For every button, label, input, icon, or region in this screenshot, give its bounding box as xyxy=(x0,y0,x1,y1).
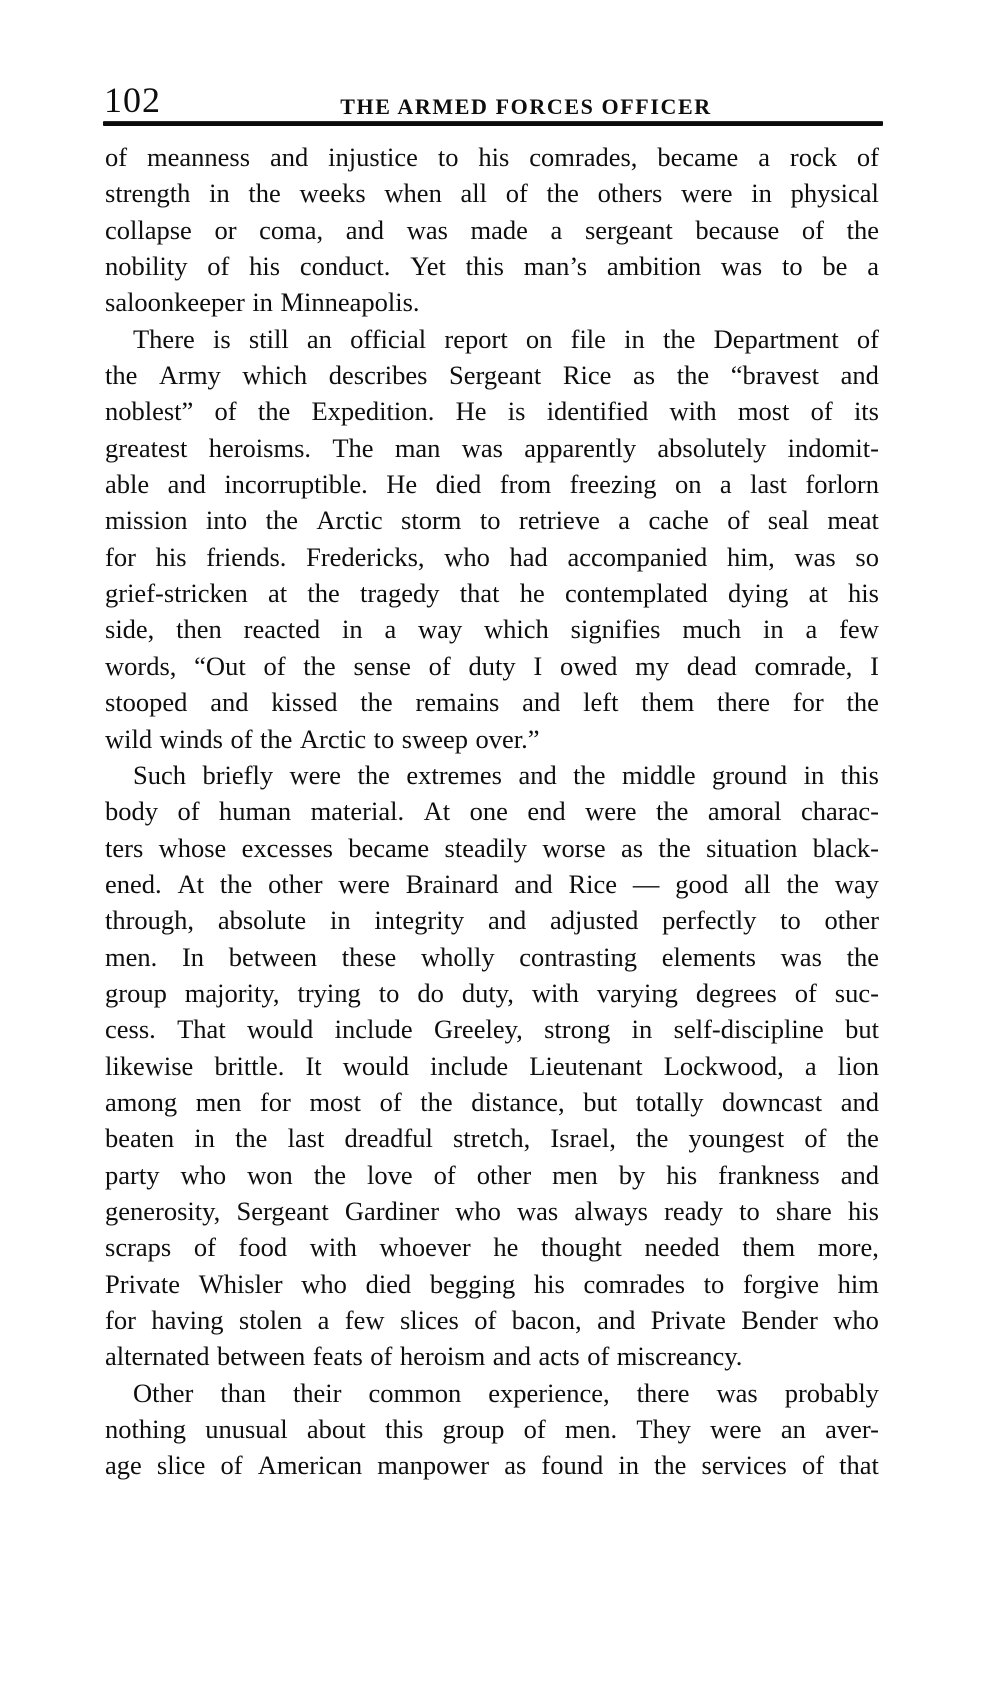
text-line: alternated between feats of heroism and acts of miscreancy. xyxy=(105,1341,743,1372)
text-line: scraps of food with whoever he thought needed them more, xyxy=(105,1232,879,1263)
text-line: likewise brittle. It would include Lieutenant Lockwood, a lion xyxy=(105,1050,879,1081)
text-line: nothing unusual about this group of men. They were an aver- xyxy=(105,1414,879,1445)
running-title: THE ARMED FORCES OFFICER xyxy=(340,94,712,119)
text-line: greatest heroisms. The man was apparently absolutely indomit- xyxy=(105,432,879,463)
text-line: for his friends. Fredericks, who had accompanied him, was so xyxy=(105,541,879,572)
text-line: side, then reacted in a way which signifies much in a few xyxy=(105,614,879,645)
text-line: mission into the Arctic storm to retrieve a cache of seal meat xyxy=(105,505,879,536)
text-line: the Army which describes Sergeant Rice as the “bravest and xyxy=(105,360,879,391)
text-line: words, “Out of the sense of duty I owed my dead comrade, I xyxy=(105,650,879,681)
text-line: wild winds of the Arctic to sweep over.” xyxy=(105,723,540,754)
text-line: ters whose excesses became steadily worse as the situation black- xyxy=(105,832,879,863)
page-body xyxy=(105,139,879,1484)
text-line: body of human material. At one end were the amoral charac- xyxy=(105,796,879,827)
text-line: among men for most of the distance, but totally downcast and xyxy=(105,1086,879,1117)
header-rule-divider xyxy=(103,121,883,126)
text-line: age slice of American manpower as found in the services of that xyxy=(105,1450,879,1481)
text-line: of meanness and injustice to his comrades, became a rock of xyxy=(105,142,879,172)
paragraph xyxy=(105,321,879,757)
text-line: able and incorruptible. He died from freezing on a last forlorn xyxy=(105,469,879,500)
text-line: collapse or coma, and was made a sergeant because of the xyxy=(105,214,879,245)
text-line: ened. At the other were Brainard and Rice — good all the way xyxy=(105,868,879,899)
text-line: There is still an official report on file in the Department of xyxy=(133,323,879,354)
text-line: Such briefly were the extremes and the middle ground in this xyxy=(133,759,879,790)
paragraph xyxy=(105,757,879,1375)
text-line: saloonkeeper in Minneapolis. xyxy=(105,287,420,318)
text-line: noblest” of the Expedition. He is identified with most of its xyxy=(105,396,879,427)
text-line: through, absolute in integrity and adjusted perfectly to other xyxy=(105,905,879,936)
text-line: grief-stricken at the tragedy that he contemplated dying at his xyxy=(105,578,879,609)
running-header xyxy=(104,0,882,120)
text-line: Private Whisler who died begging his comrades to forgive him xyxy=(105,1268,879,1299)
text-line: party who won the love of other men by his frankness and xyxy=(105,1159,879,1190)
text-line: generosity, Sergeant Gardiner who was always ready to share his xyxy=(105,1195,879,1226)
text-line: strength in the weeks when all of the others were in physical xyxy=(105,178,879,209)
text-line: Other than their common experience, there was probably xyxy=(133,1377,879,1408)
text-line: stooped and kissed the remains and left them there for the xyxy=(105,687,879,718)
paragraph xyxy=(105,1375,879,1484)
paragraph xyxy=(105,139,879,321)
text-line: cess. That would include Greeley, strong in self-discipline but xyxy=(105,1014,879,1045)
text-line: group majority, trying to do duty, with varying degrees of suc- xyxy=(105,977,879,1008)
text-line: beaten in the last dreadful stretch, Israel, the youngest of the xyxy=(105,1123,879,1154)
text-line: men. In between these wholly contrasting elements was the xyxy=(105,941,879,972)
page-number: 102 xyxy=(104,80,161,120)
text-line: for having stolen a few slices of bacon, and Private Bender who xyxy=(105,1305,879,1335)
text-line: nobility of his conduct. Yet this man’s ambition was to be a xyxy=(105,251,879,282)
